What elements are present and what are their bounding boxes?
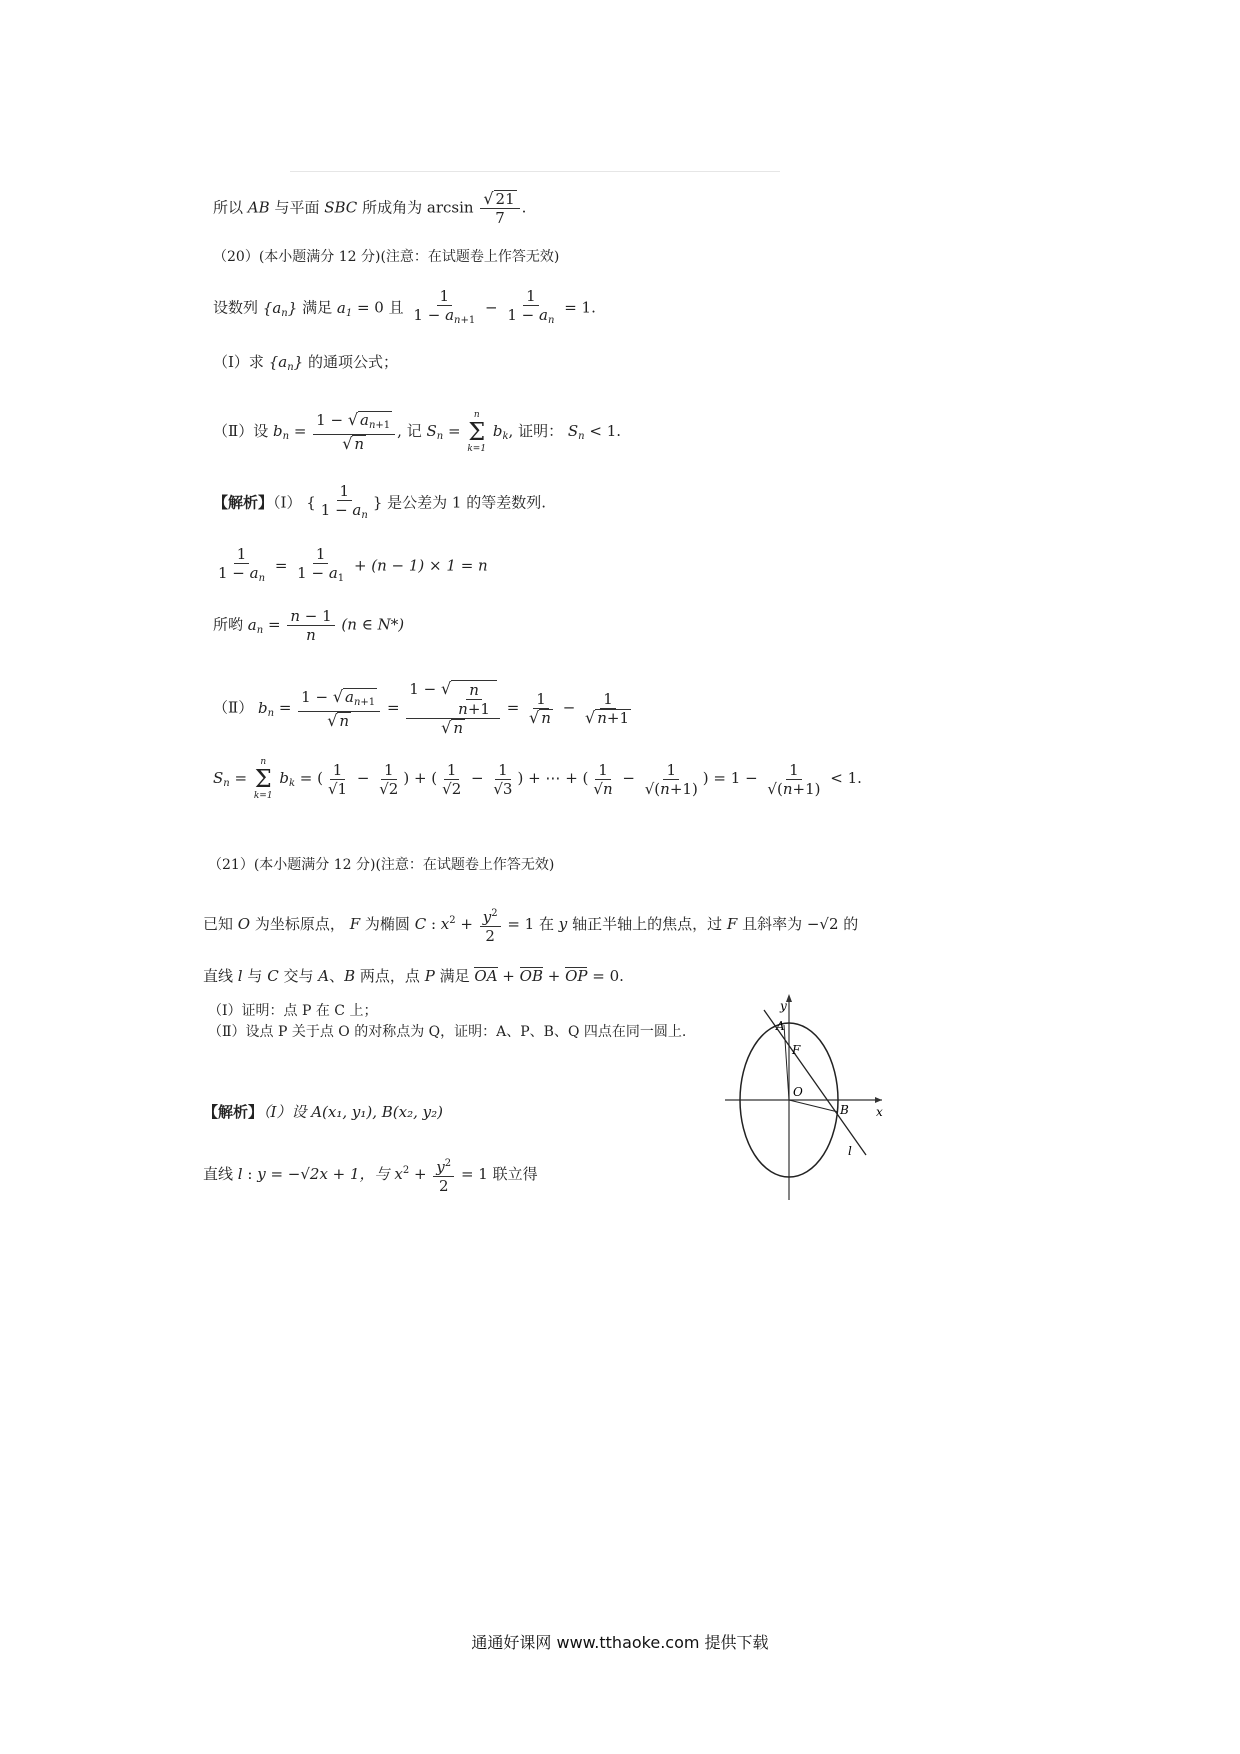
text: 已知 xyxy=(203,915,234,933)
text: = 1. xyxy=(564,298,596,317)
answer-line-19 xyxy=(213,190,526,227)
text: 与 xyxy=(247,967,263,985)
label-l: l xyxy=(848,1144,852,1158)
denominator: 7 xyxy=(495,209,505,227)
text: （Ⅱ）设 xyxy=(213,422,269,440)
text: 为椭圆 xyxy=(364,915,410,933)
solution-20-part-1: 【解析】（Ⅰ） { $\frac{1}{1 - a_n}$ } 是公差为 1 的等差数列. xyxy=(213,482,546,521)
text: + (n − 1) × 1 = n xyxy=(353,556,488,575)
solution-20-step-3: 所哟 $a_n$ = $\frac{n - 1}{n}$ (n ∈ N*) xyxy=(213,607,405,644)
text: 设数列 xyxy=(213,298,259,317)
text: （Ⅱ） xyxy=(213,698,254,717)
text: < 1. xyxy=(830,769,862,787)
fraction: √ 21 7 xyxy=(480,190,519,227)
text: 的 xyxy=(843,915,859,933)
text: , 证明： xyxy=(508,422,564,440)
text: 与平面 xyxy=(274,198,320,217)
scan-line xyxy=(290,171,780,172)
numerator: 21 xyxy=(495,190,515,208)
text: （Ⅰ）设 A(x₁, y₁), B(x₂, y₂) xyxy=(263,1103,444,1121)
text: 且斜率为 xyxy=(742,915,803,933)
ellipse-figure xyxy=(720,990,890,1205)
text: 交与 xyxy=(283,967,314,985)
text: 直线 xyxy=(203,1165,234,1183)
label-y: y xyxy=(780,999,787,1013)
question-20-part-1: （Ⅰ）求 $\{a_n\}$ 的通项公式； xyxy=(213,353,399,373)
text: 所哟 xyxy=(213,615,244,634)
text: 在 xyxy=(539,915,555,933)
text: = 0. xyxy=(592,967,624,985)
text: 满足 xyxy=(439,967,470,985)
question-21-part-2: （Ⅱ）设点 P 关于点 O 的对称点为 Q，证明：A、P、B、Q 四点在同一圆上. xyxy=(208,1024,687,1040)
math-arcsin: arcsin xyxy=(426,198,474,217)
math-SBC: SBC xyxy=(324,198,358,217)
text: y = −√2x + 1，与 xyxy=(257,1165,390,1183)
text: 满足 xyxy=(302,298,333,317)
question-21-stem-1: 已知 O 为坐标原点， F 为椭圆 C : $x^2$ + $\frac{y^2}{2}$ = 1 在 y 轴正半轴上的焦点，过 F 且斜率为 −√2 的 xyxy=(203,905,858,945)
text: 直线 xyxy=(203,967,234,985)
question-21-header: （21）(本小题满分 12 分)(注意：在试题卷上作答无效) xyxy=(208,857,555,873)
question-20-stem: 设数列 $\{a_n\}$ 满足 $a_1 = 0$ 且 $\frac{1}{1 - a_{n+1}}$ − $\frac{1}{1 - a_n}$ = 1. xyxy=(213,287,596,326)
question-20-part-2: （Ⅱ）设 $b_n$ = 1 − √ $a_{n+1}$ √ n , 记 $S_n$ = n Σ k=1 $b_k$, 证明： $S_n < 1$. xyxy=(213,410,622,454)
label-x: x xyxy=(876,1105,883,1119)
label-F: F xyxy=(792,1043,801,1057)
text: 所成角为 xyxy=(362,198,423,217)
text: , 记 xyxy=(397,422,422,440)
question-20-header: （20）(本小题满分 12 分)(注意：在试题卷上作答无效) xyxy=(213,249,560,265)
segment-OB xyxy=(789,1100,838,1112)
label-B: B xyxy=(840,1103,849,1117)
text: 是公差为 1 的等差数列. xyxy=(387,493,546,512)
solution-20-step-2: $\frac{1}{1 - a_n}$ = $\frac{1}{1 - a_1}$ + (n − 1) × 1 = n xyxy=(218,545,488,584)
text: 所以 xyxy=(213,198,244,217)
solution-20-step-5: $S_n$ = n Σ k=1 $b_k$ = ( $\frac{1}{√1}$ − $\frac{1}{√2}$ ) + ( $\frac{1}{√2}$ − $\frac{1}{√3}$ ) + ⋯ + ( $\frac{1}{√n}$ − $\frac{1}{√(n+1)}$ ) = 1 − $\frac{1}{√(n+1)}$ < 1. xyxy=(213,757,862,801)
footer-source: 通通好课网 www.tthaoke.com 提供下载 xyxy=(471,1633,769,1652)
question-21-part-1: （Ⅰ）证明：点 P 在 C 上； xyxy=(208,1003,378,1019)
y-axis-arrow xyxy=(786,994,792,1002)
text: (n ∈ N*) xyxy=(341,615,405,634)
solution-20-step-4: （Ⅱ） $b_n$ = 1 − √ $a_{n+1}$ √ n = 1 − √ $\frac{n}{n+1}$ √ n = 1 √ n − 1 √ n+1 xyxy=(213,679,630,737)
text: 为坐标原点， xyxy=(254,915,345,933)
text: < 1. xyxy=(589,422,622,440)
text: （Ⅰ）求 xyxy=(213,353,264,371)
text: 的通项公式； xyxy=(308,353,399,371)
text: （Ⅰ） xyxy=(273,493,302,512)
text: = 1 联立得 xyxy=(460,1165,538,1183)
solution-tag: 【解析】 xyxy=(213,493,274,512)
solution-21-line-2: 直线 l : y = −√2x + 1，与 $x^2$ + $\frac{y^2}{2}$ = 1 联立得 xyxy=(203,1155,538,1195)
solution-tag: 【解析】 xyxy=(203,1103,264,1121)
text: 且 xyxy=(388,298,404,317)
question-21-stem-2: 直线 l 与 C 交与 A、B 两点，点 P 满足 OA + OB + OP = 0. xyxy=(203,967,624,985)
solution-21-line-1 xyxy=(203,1102,443,1122)
segment-OA xyxy=(784,1025,789,1100)
text: = 1 − xyxy=(713,769,758,787)
label-A: A xyxy=(776,1019,785,1033)
text: 两点，点 xyxy=(359,967,420,985)
math-AB: AB xyxy=(247,198,270,217)
label-O: O xyxy=(793,1085,803,1099)
text: . xyxy=(521,198,527,217)
x-axis-arrow xyxy=(875,1097,882,1103)
text: 轴正半轴上的焦点，过 xyxy=(572,915,723,933)
